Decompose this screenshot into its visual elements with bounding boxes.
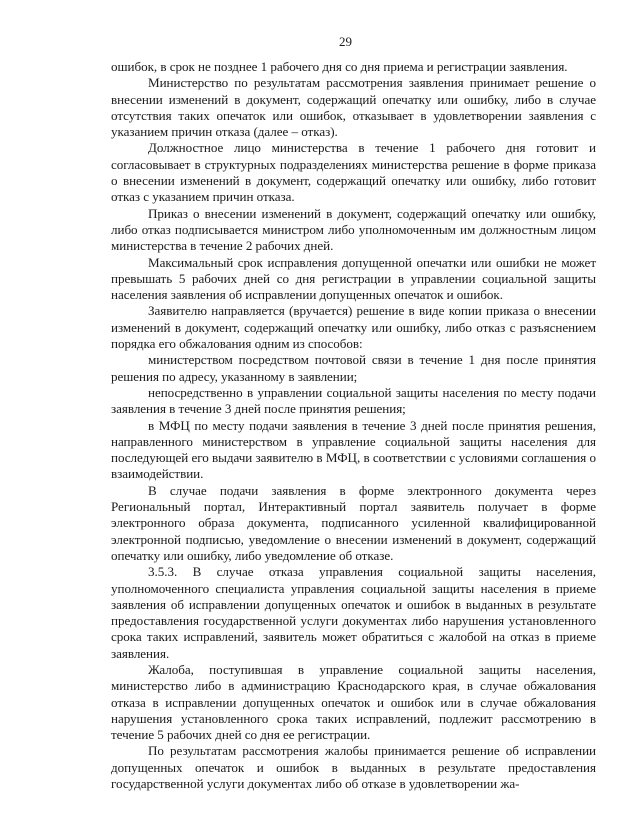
paragraph: По результатам рассмотрения жалобы принимается решение об исправлении допущенных опечаток и ошибок в выданных в результате предоставления государственной услуги документах либо об отказе в удовлетворении жа- xyxy=(111,743,596,792)
paragraph: Приказ о внесении изменений в документ, содержащий опечатку или ошибку, либо отказ подписывается министром либо уполномоченным им должностным лицом министерства в течение 2 рабочих дней. xyxy=(111,205,596,254)
list-item: в МФЦ по месту подачи заявления в течение 3 дней после принятия решения, направленного министерством в управление социальной защиты населения для последующей его выдачи заявителю в МФЦ, в соответствии с условиями соглашения о взаимодействии. xyxy=(111,417,596,482)
paragraph: Заявителю направляется (вручается) решение в виде копии приказа о внесении изменений в документ, содержащий опечатку или ошибку, либо отказ с разъяснением порядка его обжалования одним из способов: xyxy=(111,303,596,352)
paragraph: В случае подачи заявления в форме электронного документа через Региональный портал, Интерактивный портал заявитель получает в форме электронного образа документа, подписанного усиленной квалифицированной электронной подписью, уведомление о внесении изменений в документ, содержащий опечатку или ошибку, либо уведомление об отказе. xyxy=(111,482,596,563)
page-number: 29 xyxy=(339,34,352,49)
paragraph: Максимальный срок исправления допущенной опечатки или ошибки не может превышать 5 рабочих дней со дня регистрации в управлении социальной защиты населения заявления об исправлении допущенных опечаток и ошибок. xyxy=(111,254,596,303)
list-item: непосредственно в управлении социальной защиты населения по месту подачи заявления в течение 3 дней после принятия решения; xyxy=(111,384,596,417)
paragraph: ошибок, в срок не позднее 1 рабочего дня со дня приема и регистрации заявления. xyxy=(111,59,568,74)
paragraph: Министерство по результатам рассмотрения заявления принимает решение о внесении изменений в документ, содержащий опечатку или ошибку, либо в случае отсутствия таких опечаток или ошибок, отказывает в удовлетворении заявления с указанием причин отказа (далее – отказ). xyxy=(111,75,596,140)
list-item: министерством посредством почтовой связи в течение 1 дня после принятия решения по адресу, указанному в заявлении; xyxy=(111,352,596,384)
paragraph: Жалоба, поступившая в управление социальной защиты населения, министерство либо в администрацию Краснодарского края, в случае обжалования отказа в исправлении допущенных опечаток и ошибок или в случае обжалования нарушения установленного срока таких исправлений, подлежит рассмотрению в течение 5 рабочих дней со дня ее регистрации. xyxy=(111,661,596,743)
paragraph: Должностное лицо министерства в течение 1 рабочего дня готовит и согласовывает в структурных подразделениях министерства решение в форме приказа о внесении изменений в документ, содержащий опечатку или ошибку, либо готовит отказ с указанием причин отказа. xyxy=(111,140,596,205)
paragraph: 3.5.3. В случае отказа управления социальной защиты населения, уполномоченного специалиста управления социальной защиты населения в приеме заявления об исправлении допущенных опечаток и ошибок в выданных в результате предоставления государственной услуги документах либо нарушения установленного срока таких исправлений, заявитель может обратиться с жалобой на отказ в приеме заявления. xyxy=(111,564,596,661)
